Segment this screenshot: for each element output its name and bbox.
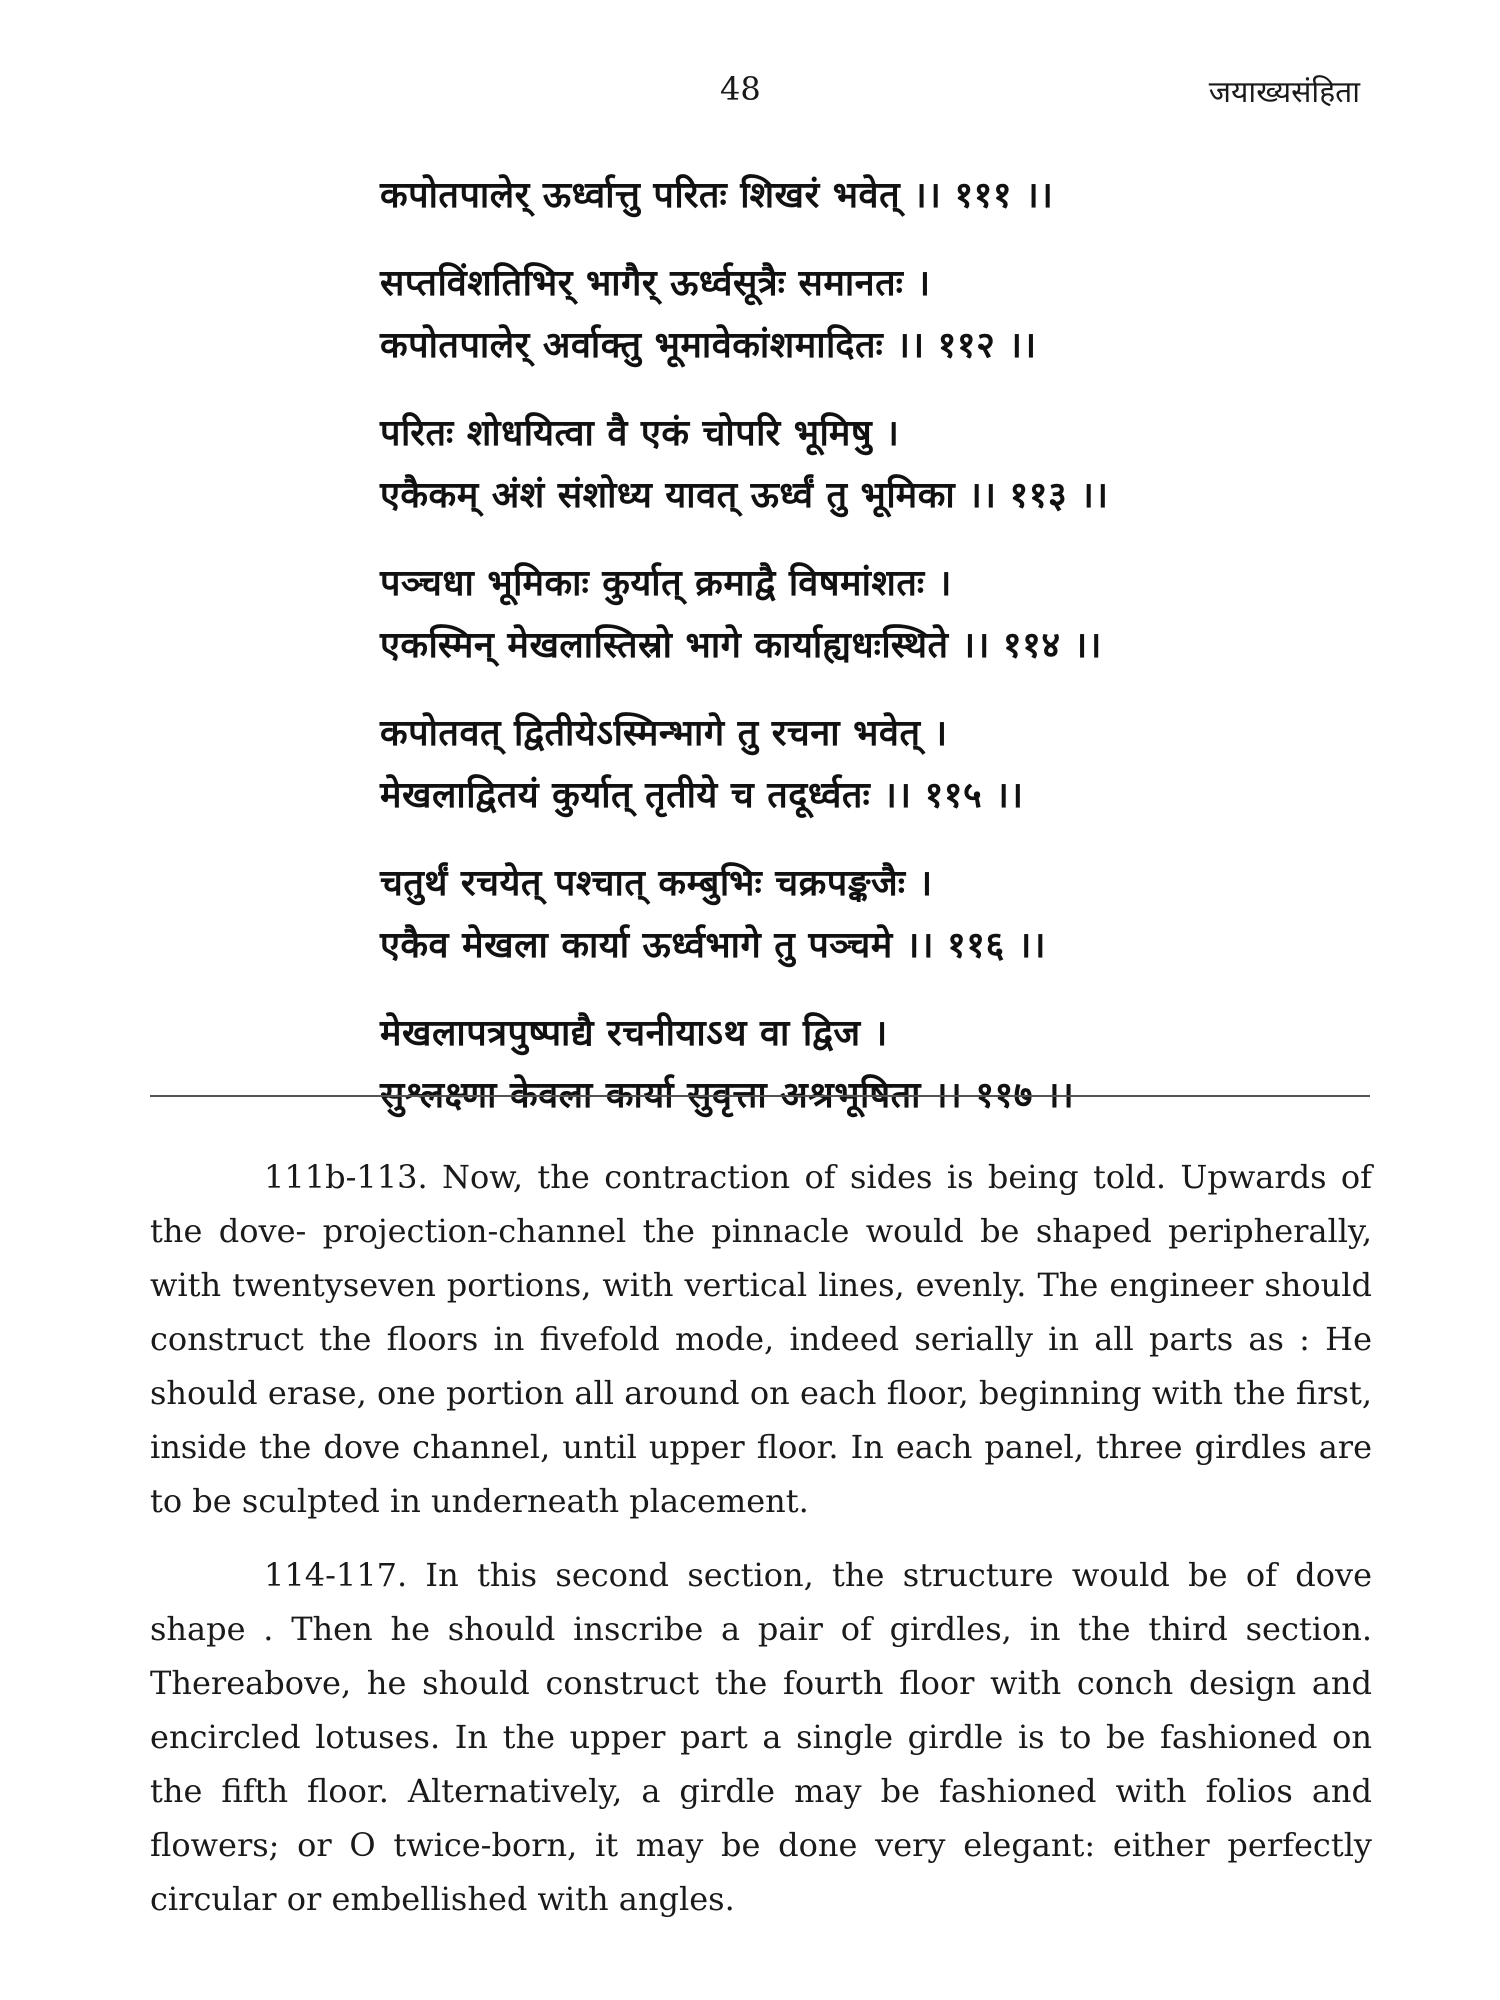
translation-paragraph-114-117: 114-117. In this second section, the structure would be of dove shape . Then he should inscribe a pair of girdles, in the third section. Thereabove, he should construct the fourth floor with conch design and encircled lotuses. In the upper part a single girdle is to be fashioned on the fifth floor. Alternatively, a girdle may be fashioned with folios and flowers; or O twice-born, it may be done very elegant: either perfectly circular or embellished with angles.	[150, 1556, 1372, 1918]
verse-112	[380, 253, 1380, 377]
section-divider	[150, 1095, 1370, 1097]
verse-line: मेखलाद्वितयं कुर्यात् तृतीये च तदूर्ध्वतः ।। ११५ ।।	[380, 775, 1024, 816]
verse-115	[380, 703, 1380, 827]
verse-line: पञ्चधा भूमिकाः कुर्यात् क्रमाद्वै विषमांशतः ।	[380, 563, 952, 604]
sanskrit-verses	[380, 165, 1380, 1153]
verse-114	[380, 553, 1380, 677]
verse-line: कपोतपालेर् अर्वाक्तु भूमावेकांशमादितः ।। ११२ ।।	[380, 325, 1037, 366]
verse-line: एकस्मिन् मेखलास्तिस्रो भागे कार्याह्यधःस्थिते ।। ११४ ।।	[380, 625, 1102, 666]
verse-line: चतुर्थं रचयेत् पश्चात् कम्बुभिः चक्रपङ्कजैः ।	[380, 863, 933, 904]
verse-116	[380, 853, 1380, 977]
english-translation	[150, 1150, 1372, 1946]
translation-paragraph-111b-113: 111b-113. Now, the contraction of sides is being told. Upwards of the dove- projection-channel the pinnacle would be shaped peripherally, with twentyseven portions, with vertical lines, evenly. The engineer should construct the floors in fivefold mode, indeed serially in all parts as : He should erase, one portion all around on each floor, beginning with the first, inside the dove channel, until upper floor. In each panel, three girdles are to be sculpted in underneath placement.	[150, 1158, 1372, 1520]
running-title: जयाख्यसंहिता	[1208, 75, 1360, 110]
verse-113	[380, 403, 1380, 527]
verse-line: कपोतपालेर् ऊर्ध्वात्तु परितः शिखरं भवेत् ।। १११ ।।	[380, 175, 1054, 216]
verse-line: परितः शोधयित्वा वै एकं चोपरि भूमिषु ।	[380, 413, 900, 454]
verse-line: एकैव मेखला कार्या ऊर्ध्वभागे तु पञ्चमे ।। ११६ ।।	[380, 925, 1047, 966]
page-header	[0, 70, 1500, 130]
verse-line: सप्तविंशतिभिर् भागैर् ऊर्ध्वसूत्रैः समानतः ।	[380, 263, 931, 304]
verse-111	[380, 165, 1380, 227]
verse-line: मेखलापत्रपुष्पाद्यै रचनीयाऽथ वा द्विज ।	[380, 1013, 888, 1054]
verse-line: सुश्लक्ष्णा केवला कार्या सुवृत्ता अश्रभूषिता ।। ११७ ।।	[380, 1075, 1075, 1116]
verse-117	[380, 1003, 1380, 1127]
page-number: 48	[720, 70, 761, 108]
verse-line: कपोतवत् द्वितीयेऽस्मिन्भागे तु रचना भवेत् ।	[380, 713, 948, 754]
verse-line: एकैकम् अंशं संशोध्य यावत् ऊर्ध्वं तु भूमिका ।। ११३ ।।	[380, 475, 1109, 516]
